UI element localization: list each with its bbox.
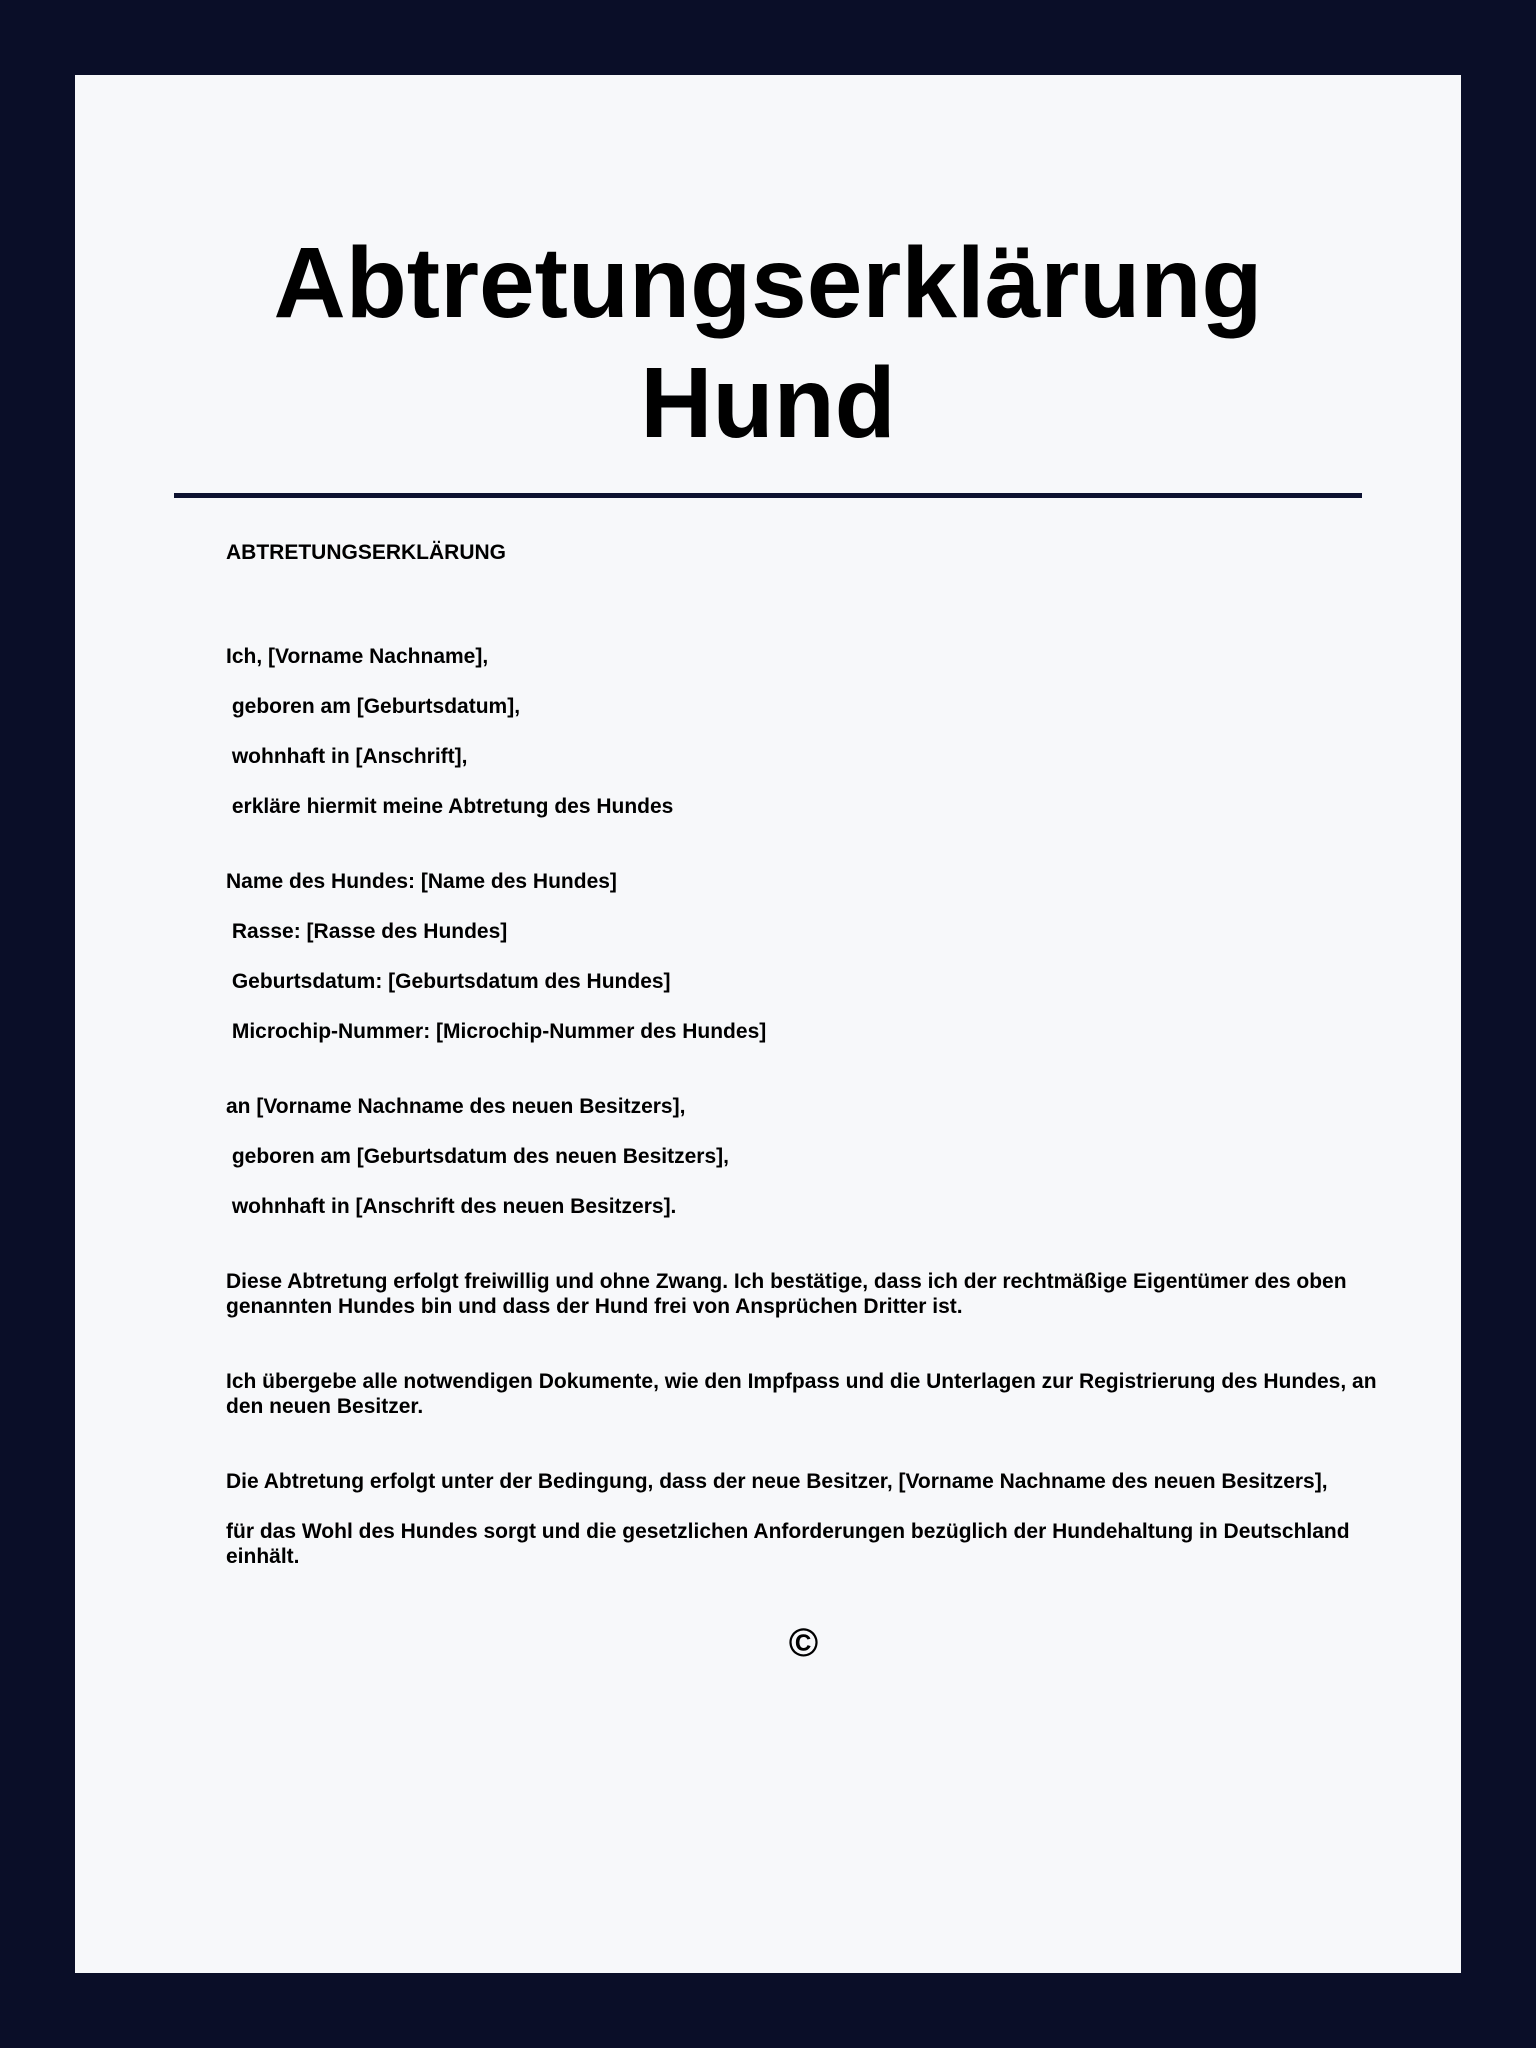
- document-paragraph: für das Wohl des Hundes sorgt und die gesetzlichen Anforderungen bezüglich der Hundehaltung in Deutschland einhält.: [226, 1520, 1356, 1568]
- document-page: [75, 75, 1461, 1973]
- page-title: [75, 223, 1461, 463]
- document-paragraph: Die Abtretung erfolgt unter der Bedingung, dass der neue Besitzer, [Vorname Nachname des neuen Besitzers],: [226, 1470, 1328, 1493]
- document-section: [226, 869, 1381, 1044]
- document-heading: ABTRETUNGSERKLÄRUNG: [226, 541, 506, 564]
- document-paragraph: Diese Abtretung erfolgt freiwillig und ohne Zwang. Ich bestätige, dass ich der rechtmäßige Eigentümer des oben genannten Hundes bin und dass der Hund frei von Ansprüchen Dritter ist.: [226, 1270, 1353, 1318]
- document-section: [226, 644, 1381, 819]
- document-paragraph: an [Vorname Nachname des neuen Besitzers],: [226, 1095, 686, 1118]
- title-divider-rule: [174, 493, 1362, 498]
- document-body: [226, 540, 1381, 1667]
- document-paragraph: wohnhaft in [Anschrift],: [226, 745, 468, 768]
- document-section: [226, 1094, 1381, 1219]
- document-paragraph: Geburtsdatum: [Geburtsdatum des Hundes]: [226, 970, 671, 993]
- document-paragraph: geboren am [Geburtsdatum des neuen Besitzers],: [226, 1145, 729, 1168]
- document-section: [226, 1269, 1381, 1319]
- document-paragraph: Name des Hundes: [Name des Hundes]: [226, 870, 617, 893]
- page-title-line-1: Abtretungserklärung: [273, 227, 1263, 339]
- document-paragraph: Ich übergebe alle notwendigen Dokumente, wie den Impfpass und die Unterlagen zur Registrierung des Hundes, an den neuen Besitzer.: [226, 1370, 1383, 1418]
- document-section: [226, 1369, 1381, 1419]
- copyright-icon: ©: [788, 1621, 819, 1665]
- page-title-line-2: Hund: [640, 347, 896, 459]
- document-paragraph: Rasse: [Rasse des Hundes]: [226, 920, 508, 943]
- document-paragraph: Microchip-Nummer: [Microchip-Nummer des Hundes]: [226, 1020, 767, 1043]
- document-section: [226, 1469, 1381, 1569]
- document-paragraph: Ich, [Vorname Nachname],: [226, 645, 489, 668]
- document-paragraph: wohnhaft in [Anschrift des neuen Besitzers].: [226, 1195, 677, 1218]
- document-paragraph: erkläre hiermit meine Abtretung des Hundes: [226, 795, 674, 818]
- document-sections: [226, 644, 1381, 1569]
- document-paragraph: geboren am [Geburtsdatum],: [226, 695, 521, 718]
